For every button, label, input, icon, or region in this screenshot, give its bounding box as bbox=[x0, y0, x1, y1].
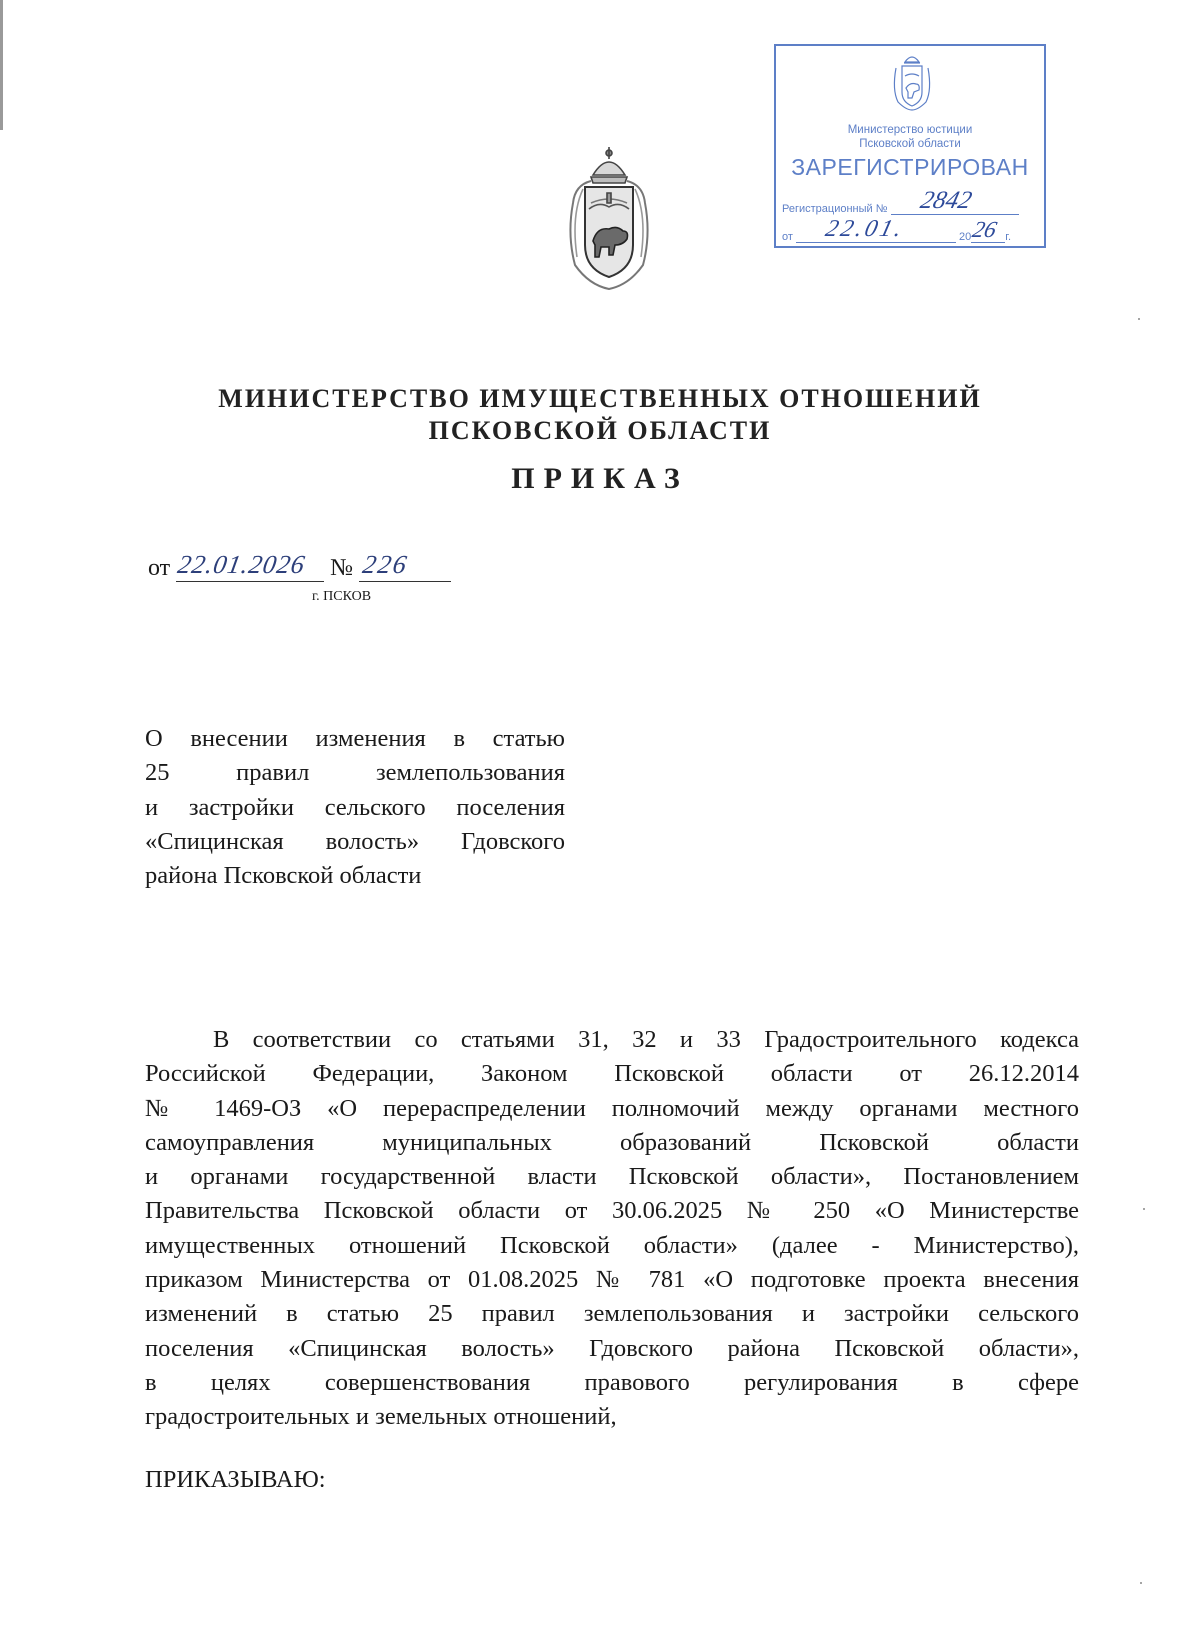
subject-line: О внесении изменения в статью bbox=[145, 725, 565, 752]
order-number-prefix: № bbox=[330, 555, 354, 581]
ministry-name-line2: ПСКОВСКОЙ ОБЛАСТИ bbox=[428, 416, 772, 445]
stamp-status: ЗАРЕГИСТРИРОВАН bbox=[791, 154, 1029, 180]
subject-line: района Псковской области bbox=[145, 862, 422, 890]
body-line: имущественных отношений Псковской области» (далее - Министерство), bbox=[145, 1231, 1079, 1259]
coat-of-arms-icon bbox=[553, 145, 665, 293]
subject-line: «Спицинская волость» Гдовского bbox=[145, 827, 565, 855]
stamp-registration-row bbox=[782, 187, 1019, 215]
stamp-year-field bbox=[970, 217, 1005, 243]
order-number: 226 bbox=[360, 550, 411, 579]
city-label: г. ПСКОВ bbox=[312, 589, 372, 604]
scan-speck bbox=[1138, 318, 1140, 320]
scan-edge bbox=[0, 0, 3, 130]
stamp-org-line1: Министерство юстиции bbox=[847, 124, 973, 136]
body-line: градостроительных и земельных отношений, bbox=[145, 1403, 617, 1431]
scan-speck bbox=[1143, 1208, 1145, 1210]
document-type: ПРИКАЗ bbox=[511, 462, 689, 495]
body-line: и органами государственной власти Псковской области», Постановлением bbox=[145, 1163, 1079, 1191]
ministry-name-line1: МИНИСТЕРСТВО ИМУЩЕСТВЕННЫХ ОТНОШЕНИЙ bbox=[218, 384, 982, 413]
stamp-reg-number: 2842 bbox=[917, 187, 975, 214]
order-subject bbox=[145, 722, 565, 893]
stamp-coat-of-arms-icon bbox=[888, 50, 936, 112]
stamp-date-field bbox=[796, 216, 956, 243]
stamp-date-row bbox=[782, 216, 1012, 243]
order-number-field bbox=[359, 550, 451, 582]
stamp-year-prefix: 20 bbox=[959, 231, 972, 243]
body-line: № 1469-ОЗ «О перераспределении полномочий между органами местного bbox=[145, 1094, 1079, 1122]
order-directive: ПРИКАЗЫВАЮ: bbox=[145, 1466, 326, 1493]
subject-line: и застройки сельского поселения bbox=[145, 793, 565, 821]
order-reference bbox=[148, 550, 451, 582]
body-line: Российской Федерации, Законом Псковской области от 26.12.2014 bbox=[145, 1060, 1079, 1088]
body-line: в целях совершенствования правового регулирования в сфере bbox=[145, 1368, 1079, 1396]
stamp-org-line2: Псковской области bbox=[859, 138, 961, 150]
body-line: поселения «Спицинская волость» Гдовского района Псковской области», bbox=[145, 1334, 1079, 1362]
order-date-field bbox=[175, 550, 324, 582]
order-date-prefix: от bbox=[148, 555, 171, 581]
stamp-reg-field bbox=[891, 187, 1019, 215]
preamble-text bbox=[145, 1023, 1079, 1435]
stamp-reg-label: Регистрационный № bbox=[782, 203, 888, 215]
registration-stamp bbox=[774, 44, 1046, 248]
order-date: 22.01.2026 bbox=[175, 550, 308, 579]
stamp-year-suffix: 26 bbox=[970, 217, 1000, 242]
stamp-date-value: 22.01. bbox=[822, 216, 908, 242]
stamp-date-prefix: от bbox=[782, 231, 793, 243]
stamp-year-end: г. bbox=[1005, 231, 1012, 243]
scan-speck bbox=[1140, 1582, 1142, 1584]
body-line: приказом Министерства от 01.08.2025 № 781 «О подготовке проекта внесения bbox=[145, 1266, 1079, 1294]
subject-line: 25 правил землепользования bbox=[145, 759, 565, 787]
body-line: изменений в статью 25 правил землепользования и застройки сельского bbox=[145, 1300, 1079, 1328]
body-line: В соответствии со статьями 31, 32 и 33 Градостроительного кодекса bbox=[213, 1026, 1079, 1053]
body-line: Правительства Псковской области от 30.06.2025 № 250 «О Министерстве bbox=[145, 1197, 1079, 1225]
body-line: самоуправления муниципальных образований Псковской области bbox=[145, 1128, 1079, 1156]
